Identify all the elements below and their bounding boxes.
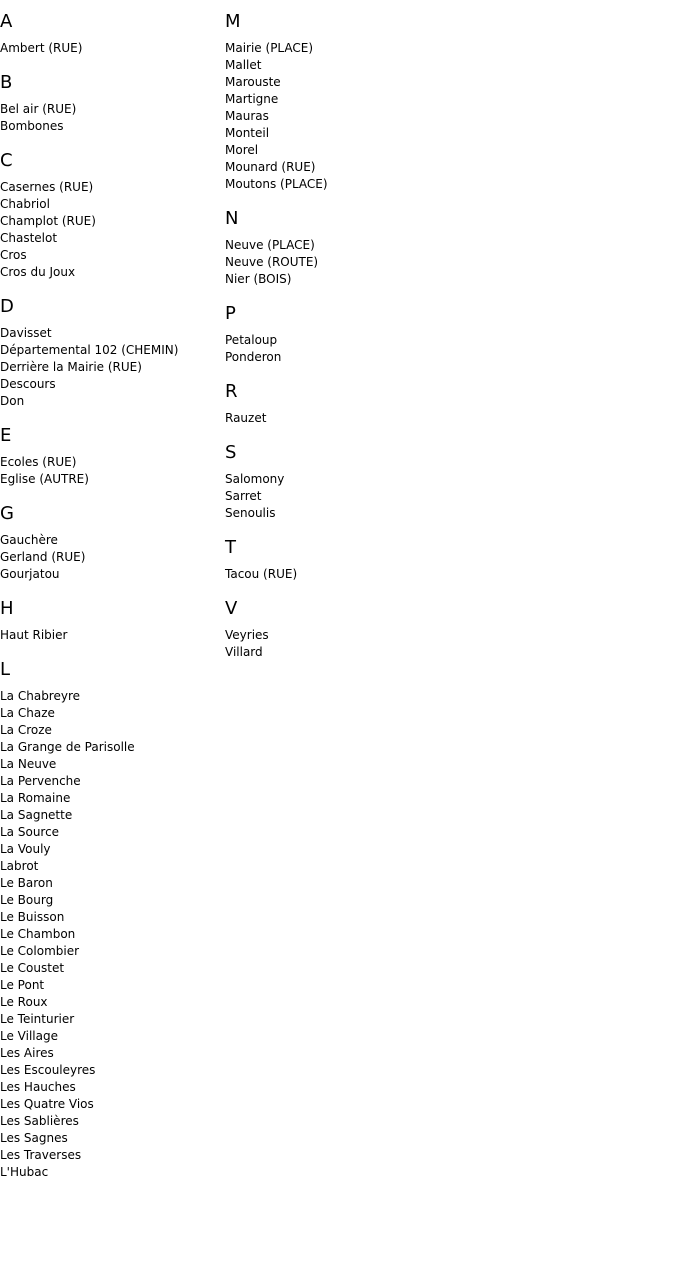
letter-section-p xyxy=(225,302,450,366)
section-letter-heading: D xyxy=(0,296,14,317)
letter-section-n xyxy=(225,207,450,288)
street-link[interactable]: Les Aires xyxy=(0,1046,54,1060)
street-link[interactable]: Ecoles (RUE) xyxy=(0,455,77,469)
letter-section-m xyxy=(225,10,450,193)
section-letter-heading: P xyxy=(225,303,236,324)
section-letter-heading: E xyxy=(0,425,12,446)
street-link[interactable]: La Romaine xyxy=(0,791,71,805)
section-letter-heading: M xyxy=(225,11,241,32)
letter-section-b xyxy=(0,71,225,135)
section-letter-heading: G xyxy=(0,503,14,524)
street-link[interactable]: Neuve (ROUTE) xyxy=(225,255,319,269)
section-letter-heading: H xyxy=(0,598,14,619)
street-link[interactable]: Le Teinturier xyxy=(0,1012,75,1026)
street-link[interactable]: Marouste xyxy=(225,75,281,89)
street-link[interactable]: Mauras xyxy=(225,109,269,123)
street-link[interactable]: Gauchère xyxy=(0,533,58,547)
street-link[interactable]: Les Hauches xyxy=(0,1080,76,1094)
street-link[interactable]: La Sagnette xyxy=(0,808,73,822)
street-link[interactable]: Gourjatou xyxy=(0,567,60,581)
letter-section-g xyxy=(0,502,225,583)
street-list xyxy=(0,325,225,410)
street-link[interactable]: Petaloup xyxy=(225,333,278,347)
street-link[interactable]: Labrot xyxy=(0,859,39,873)
street-link[interactable]: L'Hubac xyxy=(0,1165,49,1179)
street-link[interactable]: Le Chambon xyxy=(0,927,76,941)
street-link[interactable]: Davisset xyxy=(0,326,52,340)
street-link[interactable]: Le Pont xyxy=(0,978,45,992)
street-link[interactable]: Bel air (RUE) xyxy=(0,102,77,116)
section-letter-heading: S xyxy=(225,442,237,463)
street-list xyxy=(0,688,225,1181)
street-link[interactable]: Le Colombier xyxy=(0,944,80,958)
street-link[interactable]: Le Bourg xyxy=(0,893,54,907)
street-link[interactable]: Bombones xyxy=(0,119,64,133)
street-link[interactable]: Gerland (RUE) xyxy=(0,550,86,564)
letter-section-h xyxy=(0,597,225,644)
street-link[interactable]: Rauzet xyxy=(225,411,267,425)
street-link[interactable]: Don xyxy=(0,394,25,408)
street-list xyxy=(0,454,225,488)
street-link[interactable]: Derrière la Mairie (RUE) xyxy=(0,360,142,374)
street-link[interactable]: La Source xyxy=(0,825,60,839)
street-link[interactable]: Cros xyxy=(0,248,27,262)
street-link[interactable]: Les Sablières xyxy=(0,1114,79,1128)
street-link[interactable]: Champlot (RUE) xyxy=(0,214,96,228)
street-link[interactable]: Mairie (PLACE) xyxy=(225,41,314,55)
street-index-column-right xyxy=(225,0,450,675)
street-list xyxy=(0,532,225,583)
section-letter-heading: C xyxy=(0,150,13,171)
street-link[interactable]: Martigne xyxy=(225,92,279,106)
street-link[interactable]: Haut Ribier xyxy=(0,628,68,642)
street-link[interactable]: Morel xyxy=(225,143,259,157)
street-link[interactable]: Chastelot xyxy=(0,231,58,245)
section-letter-heading: T xyxy=(225,537,236,558)
street-link[interactable]: Ambert (RUE) xyxy=(0,41,83,55)
section-letter-heading: N xyxy=(225,208,239,229)
street-list xyxy=(225,237,450,288)
street-link[interactable]: Les Quatre Vios xyxy=(0,1097,94,1111)
street-list xyxy=(225,566,450,583)
section-letter-heading: R xyxy=(225,381,238,402)
letter-section-l xyxy=(0,658,225,1181)
letter-section-c xyxy=(0,149,225,281)
letter-section-r xyxy=(225,380,450,427)
street-link[interactable]: Tacou (RUE) xyxy=(225,567,298,581)
letter-section-d xyxy=(0,295,225,410)
street-link[interactable]: Le Roux xyxy=(0,995,48,1009)
street-link[interactable]: Les Sagnes xyxy=(0,1131,68,1145)
street-link[interactable]: Casernes (RUE) xyxy=(0,180,94,194)
street-list xyxy=(225,40,450,193)
street-link[interactable]: Sarret xyxy=(225,489,262,503)
street-link[interactable]: Le Coustet xyxy=(0,961,65,975)
street-list xyxy=(225,471,450,522)
street-link[interactable]: Eglise (AUTRE) xyxy=(0,472,89,486)
street-link[interactable]: Salomony xyxy=(225,472,285,486)
street-link[interactable]: Chabriol xyxy=(0,197,50,211)
street-list xyxy=(0,101,225,135)
section-letter-heading: B xyxy=(0,72,13,93)
street-link[interactable]: La Chabreyre xyxy=(0,689,81,703)
street-link[interactable]: Mallet xyxy=(225,58,262,72)
street-link[interactable]: Le Village xyxy=(0,1029,58,1043)
letter-section-s xyxy=(225,441,450,522)
street-link[interactable]: La Chaze xyxy=(0,706,55,720)
street-list xyxy=(225,627,450,661)
street-link[interactable]: Veyries xyxy=(225,628,269,642)
letter-section-t xyxy=(225,536,450,583)
street-link[interactable]: La Croze xyxy=(0,723,52,737)
street-link[interactable]: La Pervenche xyxy=(0,774,81,788)
street-link[interactable]: Nier (BOIS) xyxy=(225,272,292,286)
street-link[interactable]: Les Escouleyres xyxy=(0,1063,96,1077)
letter-section-v xyxy=(225,597,450,661)
section-letter-heading: L xyxy=(0,659,11,680)
street-list xyxy=(0,179,225,281)
street-link[interactable]: Villard xyxy=(225,645,263,659)
street-link[interactable]: Les Traverses xyxy=(0,1148,82,1162)
street-link[interactable]: Moutons (PLACE) xyxy=(225,177,328,191)
letter-section-a xyxy=(0,10,225,57)
street-link[interactable]: Descours xyxy=(0,377,56,391)
street-link[interactable]: Le Buisson xyxy=(0,910,65,924)
street-list xyxy=(0,627,225,644)
street-list xyxy=(0,40,225,57)
street-link[interactable]: Neuve (PLACE) xyxy=(225,238,315,252)
street-link[interactable]: Ponderon xyxy=(225,350,282,364)
section-letter-heading: V xyxy=(225,598,238,619)
street-list xyxy=(225,410,450,427)
section-letter-heading: A xyxy=(0,11,13,32)
street-link[interactable]: Senoulis xyxy=(225,506,276,520)
street-link[interactable]: La Neuve xyxy=(0,757,57,771)
street-list xyxy=(225,332,450,366)
street-link[interactable]: La Vouly xyxy=(0,842,51,856)
street-link[interactable]: La Grange de Parisolle xyxy=(0,740,135,754)
street-link[interactable]: Départemental 102 (CHEMIN) xyxy=(0,343,179,357)
street-link[interactable]: Cros du Joux xyxy=(0,265,76,279)
street-link[interactable]: Le Baron xyxy=(0,876,53,890)
street-index-column-left xyxy=(0,0,225,1195)
letter-section-e xyxy=(0,424,225,488)
street-link[interactable]: Monteil xyxy=(225,126,270,140)
street-link[interactable]: Mounard (RUE) xyxy=(225,160,316,174)
